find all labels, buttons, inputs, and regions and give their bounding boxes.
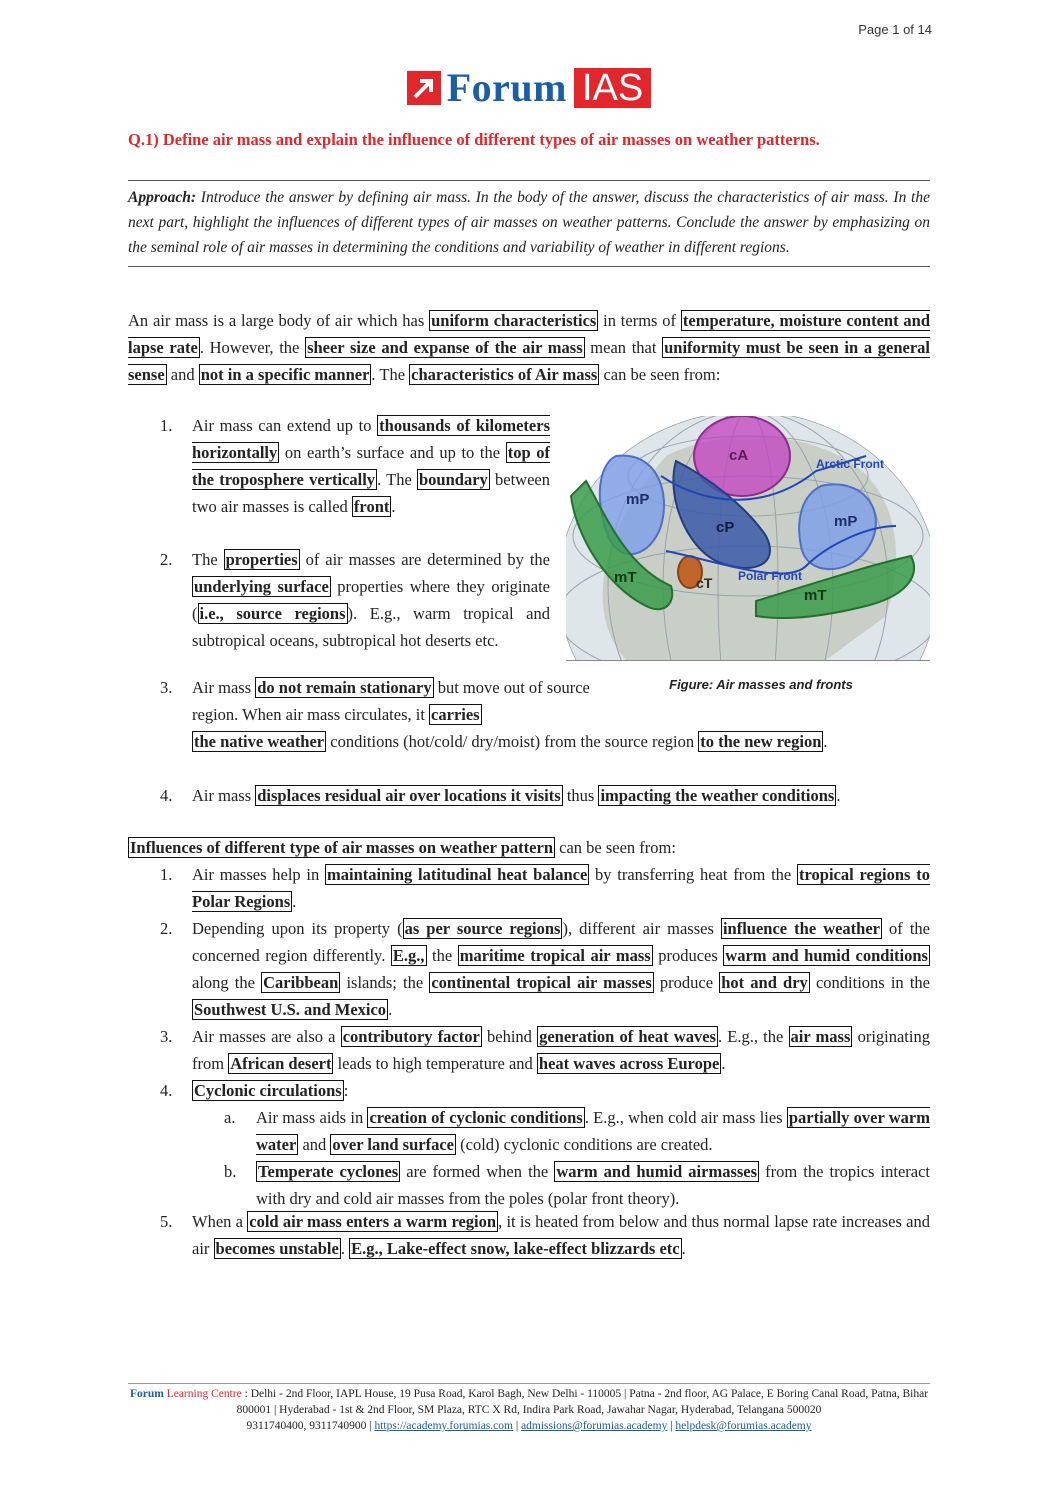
label-mt-right: mT (804, 587, 827, 604)
highlight: the native weather (194, 732, 325, 751)
highlight: partially over warm water (256, 1108, 930, 1154)
item-text: Air masses help in (192, 865, 326, 884)
approach-box (128, 180, 930, 267)
item-text: behind (481, 1027, 538, 1046)
approach-label: Approach: (128, 189, 197, 206)
highlight: maintaining latitudinal heat balance (327, 865, 588, 884)
approach-text: Introduce the answer by defining air mass. In the body of the answer, discuss the characteristics of air mass. In the next part, highlight the influences of different types of air masses on weather patterns. Conclude the answer by emphasizing on the seminal role of air masses in determining the conditions and variability of weather in different regions. (128, 189, 930, 256)
item-text-continued (192, 728, 930, 755)
item-text: . (388, 1000, 393, 1019)
highlight: underlying surface (194, 577, 329, 596)
footer-admissions-link[interactable]: admissions@forumias.academy (521, 1420, 668, 1432)
highlight: cold air mass enters a warm region (249, 1212, 497, 1231)
highlight: do not remain stationary (257, 678, 432, 697)
list-item (256, 1104, 930, 1158)
footer-website-link[interactable]: https://academy.forumias.com (374, 1420, 513, 1432)
section2-heading (128, 834, 930, 861)
label-mt-left: mT (614, 569, 637, 586)
highlight: impacting the weather conditions (600, 786, 835, 805)
label-polar-front: Polar Front (738, 569, 803, 583)
item-text: islands; the (340, 973, 430, 992)
intro-paragraph (128, 307, 930, 388)
item-text: ), different air masses (562, 919, 721, 938)
highlight: to the new region (700, 732, 822, 751)
item-text: conditions in the (809, 973, 930, 992)
highlight: thousands of kilometers horizontally (192, 416, 550, 462)
list-number: 1. (160, 865, 173, 884)
label-mp-right: mP (834, 513, 858, 530)
item-text: between two air masses is called (192, 470, 550, 516)
highlight: properties (225, 550, 298, 569)
list-item (192, 1077, 930, 1104)
intro-text: . The (371, 365, 410, 384)
item-text: of air masses are determined by the (299, 550, 550, 569)
highlight: generation of heat waves (539, 1027, 716, 1046)
item-text: : (343, 1081, 349, 1100)
list-item (192, 1208, 930, 1262)
item-text: . The (377, 470, 417, 489)
item-text: thus (562, 786, 599, 805)
highlight: top of the troposphere vertically (192, 443, 550, 489)
intro-text: mean that (584, 338, 663, 357)
item-text: conditions (hot/cold/ dry/moist) from the source region (326, 732, 699, 751)
highlight: maritime tropical air mass (459, 946, 651, 965)
highlight: Caribbean (263, 973, 339, 992)
air-mass-map (566, 416, 930, 660)
footer-centre: Learning Centre (163, 1388, 242, 1400)
highlight: warm and humid airmasses (556, 1162, 758, 1181)
list-number: 2. (160, 550, 173, 569)
item-text: originating from (192, 1027, 930, 1073)
intro-text: An air mass is a large body of air which has (128, 311, 430, 330)
list-item (192, 915, 930, 1023)
highlight: air mass (790, 1027, 851, 1046)
figure-caption: Figure: Air masses and fronts (669, 677, 853, 692)
logo-forum-text: Forum (446, 65, 567, 110)
label-ct: cT (696, 575, 713, 591)
item-text: ). E.g., warm tropical and subtropical oceans, subtropical hot deserts etc. (192, 604, 551, 650)
item-text: . (836, 786, 841, 805)
item-text: Air mass aids in (256, 1108, 368, 1127)
highlight: heat waves across Europe (538, 1054, 720, 1073)
item-text: the (426, 946, 458, 965)
list-number: b. (224, 1162, 237, 1181)
intro-text: can be seen from: (599, 365, 721, 384)
section-text: can be seen from: (555, 838, 676, 857)
item-text: and (298, 1135, 331, 1154)
label-mp-left: mP (626, 491, 650, 508)
list-item (192, 412, 550, 520)
footer-forum: Forum (129, 1388, 164, 1400)
footer-address (128, 1386, 930, 1418)
item-text: . (681, 1239, 686, 1258)
item-text: Air mass (192, 678, 256, 697)
label-arctic-front: Arctic Front (816, 457, 885, 471)
highlight: Temperate cyclones (258, 1162, 399, 1181)
item-text: The (192, 550, 224, 569)
item-text: When a (192, 1212, 248, 1231)
item-text: on earth’s surface and up to the (279, 443, 506, 462)
highlight: over land surface (332, 1135, 454, 1154)
highlight: sheer size and expanse of the air mass (307, 338, 583, 357)
item-text: . (721, 1054, 726, 1073)
highlight: displaces residual air over locations it visits (257, 786, 561, 805)
highlight: tropical regions to Polar Regions (192, 865, 930, 911)
highlight: i.e., source regions (199, 604, 346, 623)
item-text: produce (653, 973, 720, 992)
item-text: Air mass can extend up to (192, 416, 378, 435)
list-number: 5. (160, 1212, 173, 1231)
item-text: along the (192, 973, 262, 992)
item-text: properties where they originate ( (192, 577, 550, 623)
highlight: as per source regions (404, 919, 561, 938)
highlight: contributory factor (342, 1027, 480, 1046)
highlight: not in a specific manner (200, 365, 370, 384)
highlight: Southwest U.S. and Mexico (194, 1000, 387, 1019)
highlight: Cyclonic circulations (194, 1081, 342, 1100)
footer-separator: | (512, 1420, 522, 1432)
item-text: produces (652, 946, 724, 965)
highlight: boundary (419, 470, 488, 489)
highlight: front (353, 497, 390, 516)
highlight: characteristics of Air mass (411, 365, 598, 384)
logo-ias-text: IAS (571, 68, 651, 108)
intro-text: . However, the (199, 338, 306, 357)
item-text: Air masses are also a (192, 1027, 341, 1046)
list-item (192, 1023, 930, 1077)
intro-text: in terms of (598, 311, 681, 330)
highlight: continental tropical air masses (431, 973, 652, 992)
highlight: hot and dry (721, 973, 808, 992)
list-number: 4. (160, 786, 173, 805)
item-text: leads to high temperature and (333, 1054, 537, 1073)
item-text: . E.g., when cold air mass lies (584, 1108, 787, 1127)
highlight: uniformity must be seen in a general sense (128, 338, 931, 384)
footer-helpdesk-link[interactable]: helpdesk@forumias.academy (675, 1420, 812, 1432)
item-text: are formed when the (400, 1162, 555, 1181)
list-item (256, 1158, 930, 1212)
list-number: 3. (160, 1027, 173, 1046)
item-text: but move out of source region. When air mass circulates, it (192, 678, 590, 724)
item-text: . (823, 732, 828, 751)
page-footer (128, 1383, 930, 1434)
list-item (192, 861, 930, 915)
highlight: warm and humid conditions (725, 946, 928, 965)
highlight: uniform characteristics (431, 311, 597, 330)
list-item (192, 782, 930, 809)
item-text-wrap (192, 674, 592, 728)
item-text: . (391, 497, 396, 516)
footer-phones: 9311740400, 9311740900 (246, 1420, 367, 1432)
list-item (192, 546, 550, 654)
highlight: creation of cyclonic conditions (369, 1108, 583, 1127)
list-number: 2. (160, 919, 173, 938)
footer-separator: | (366, 1420, 375, 1432)
highlight: carries (431, 705, 480, 724)
intro-text: and (166, 365, 199, 384)
highlight: influence the weather (722, 919, 880, 938)
highlight: becomes unstable (215, 1239, 339, 1258)
highlight: temperature, moisture content and lapse rate (128, 311, 930, 357)
arrow-icon (407, 71, 441, 105)
list-number: 3. (160, 678, 173, 697)
item-text: . (340, 1239, 350, 1258)
item-text: , it is heated from below and thus normal lapse rate increases and air (192, 1212, 931, 1258)
footer-separator: | (667, 1420, 676, 1432)
item-text: . E.g., the (717, 1027, 789, 1046)
item-text: by transferring heat from the (589, 865, 797, 884)
page-number: Page 1 of 14 (858, 22, 932, 37)
highlight: E.g., (392, 946, 425, 965)
air-mass-figure (566, 416, 930, 661)
item-text: Depending upon its property ( (192, 919, 403, 938)
item-text: from the tropics interact with dry and cold air masses from the poles (polar front theory). (256, 1162, 931, 1208)
question-title: Q.1) Define air mass and explain the influence of different types of air masses on weather patterns. (128, 130, 820, 149)
item-text: of the concerned region differently. (192, 919, 930, 965)
item-text: . (292, 892, 297, 911)
footer-address-text: : Delhi - 2nd Floor, IAPL House, 19 Pusa Road, Karol Bagh, New Delhi - 110005 | Patna - 2nd floor, AG Palace, E Boring Canal Road, Patna, Bihar 800001 | Hyderabad - 1st & 2nd Floor, SM Plaza, RTC X Rd, Indira Park Road, Jawahar Nagar, Hyderabad, Telangana 500020 (236, 1388, 929, 1416)
label-ca: cA (729, 447, 749, 464)
highlight: Influences of different type of air masses on weather pattern (130, 838, 553, 857)
label-cp: cP (716, 519, 735, 536)
highlight: African desert (230, 1054, 332, 1073)
item-text: Air mass (192, 786, 256, 805)
highlight: E.g., Lake-effect snow, lake-effect blizzards etc (351, 1239, 680, 1258)
list-number: 1. (160, 416, 173, 435)
footer-contacts (128, 1418, 930, 1434)
list-number: 4. (160, 1081, 173, 1100)
forumias-logo (0, 64, 1058, 111)
item-text: (cold) cyclonic conditions are created. (456, 1135, 713, 1154)
list-number: a. (224, 1108, 236, 1127)
